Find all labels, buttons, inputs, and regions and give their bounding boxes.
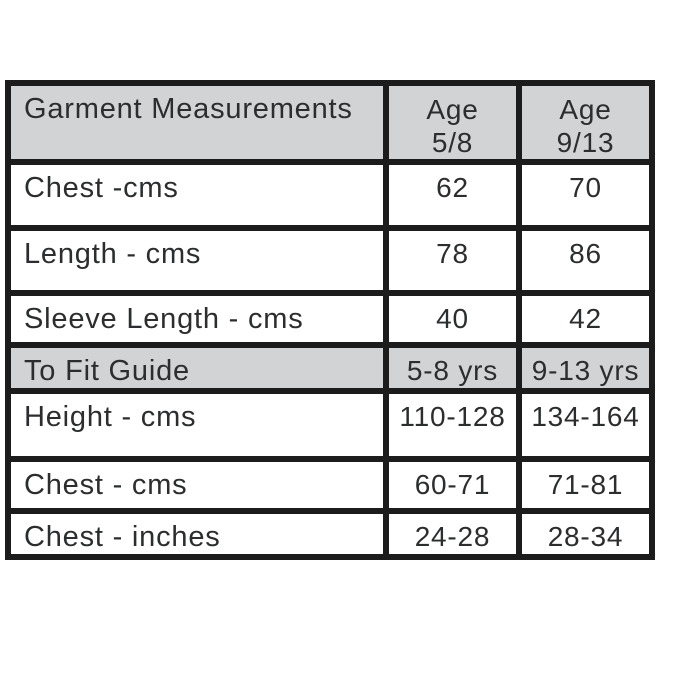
- cell-value: 60-71: [386, 459, 519, 511]
- row-label: Chest - inches: [8, 511, 386, 557]
- cell-value: 28-34: [519, 511, 652, 557]
- cell-value: 62: [386, 162, 519, 228]
- garment-measurements-table: [5, 80, 655, 560]
- table-row-chest-inches: [8, 511, 652, 557]
- table-row-chest-cms: [8, 162, 652, 228]
- header-age-5-8: [386, 83, 519, 162]
- row-label: Length - cms: [8, 228, 386, 293]
- cell-value: 110-128: [386, 391, 519, 459]
- table-row-to-fit-guide: [8, 345, 652, 391]
- cell-value: 71-81: [519, 459, 652, 511]
- cell-value: 78: [386, 228, 519, 293]
- cell-value: 24-28: [386, 511, 519, 557]
- table-row-chest-cms-range: [8, 459, 652, 511]
- cell-value: 134-164: [519, 391, 652, 459]
- cell-value: 70: [519, 162, 652, 228]
- table-header-row: [8, 83, 652, 162]
- cell-value: 86: [519, 228, 652, 293]
- table-row-length-cms: [8, 228, 652, 293]
- header-age-9-13-line1: Age: [559, 94, 612, 125]
- cell-value: 9-13 yrs: [519, 345, 652, 391]
- row-label: To Fit Guide: [8, 345, 386, 391]
- header-age-5-8-line2: 5/8: [431, 127, 474, 158]
- cell-value: 40: [386, 293, 519, 345]
- row-label: Sleeve Length - cms: [8, 293, 386, 345]
- table-row-sleeve-length-cms: [8, 293, 652, 345]
- cell-value: 42: [519, 293, 652, 345]
- row-label: Chest - cms: [8, 459, 386, 511]
- header-age-9-13: [519, 83, 652, 162]
- cell-value: 5-8 yrs: [386, 345, 519, 391]
- row-label: Chest -cms: [8, 162, 386, 228]
- header-age-5-8-line1: Age: [426, 94, 479, 125]
- header-garment-measurements: Garment Measurements: [8, 83, 386, 162]
- header-age-9-13-line2: 9/13: [556, 127, 615, 158]
- row-label: Height - cms: [8, 391, 386, 459]
- table-row-height-cms: [8, 391, 652, 459]
